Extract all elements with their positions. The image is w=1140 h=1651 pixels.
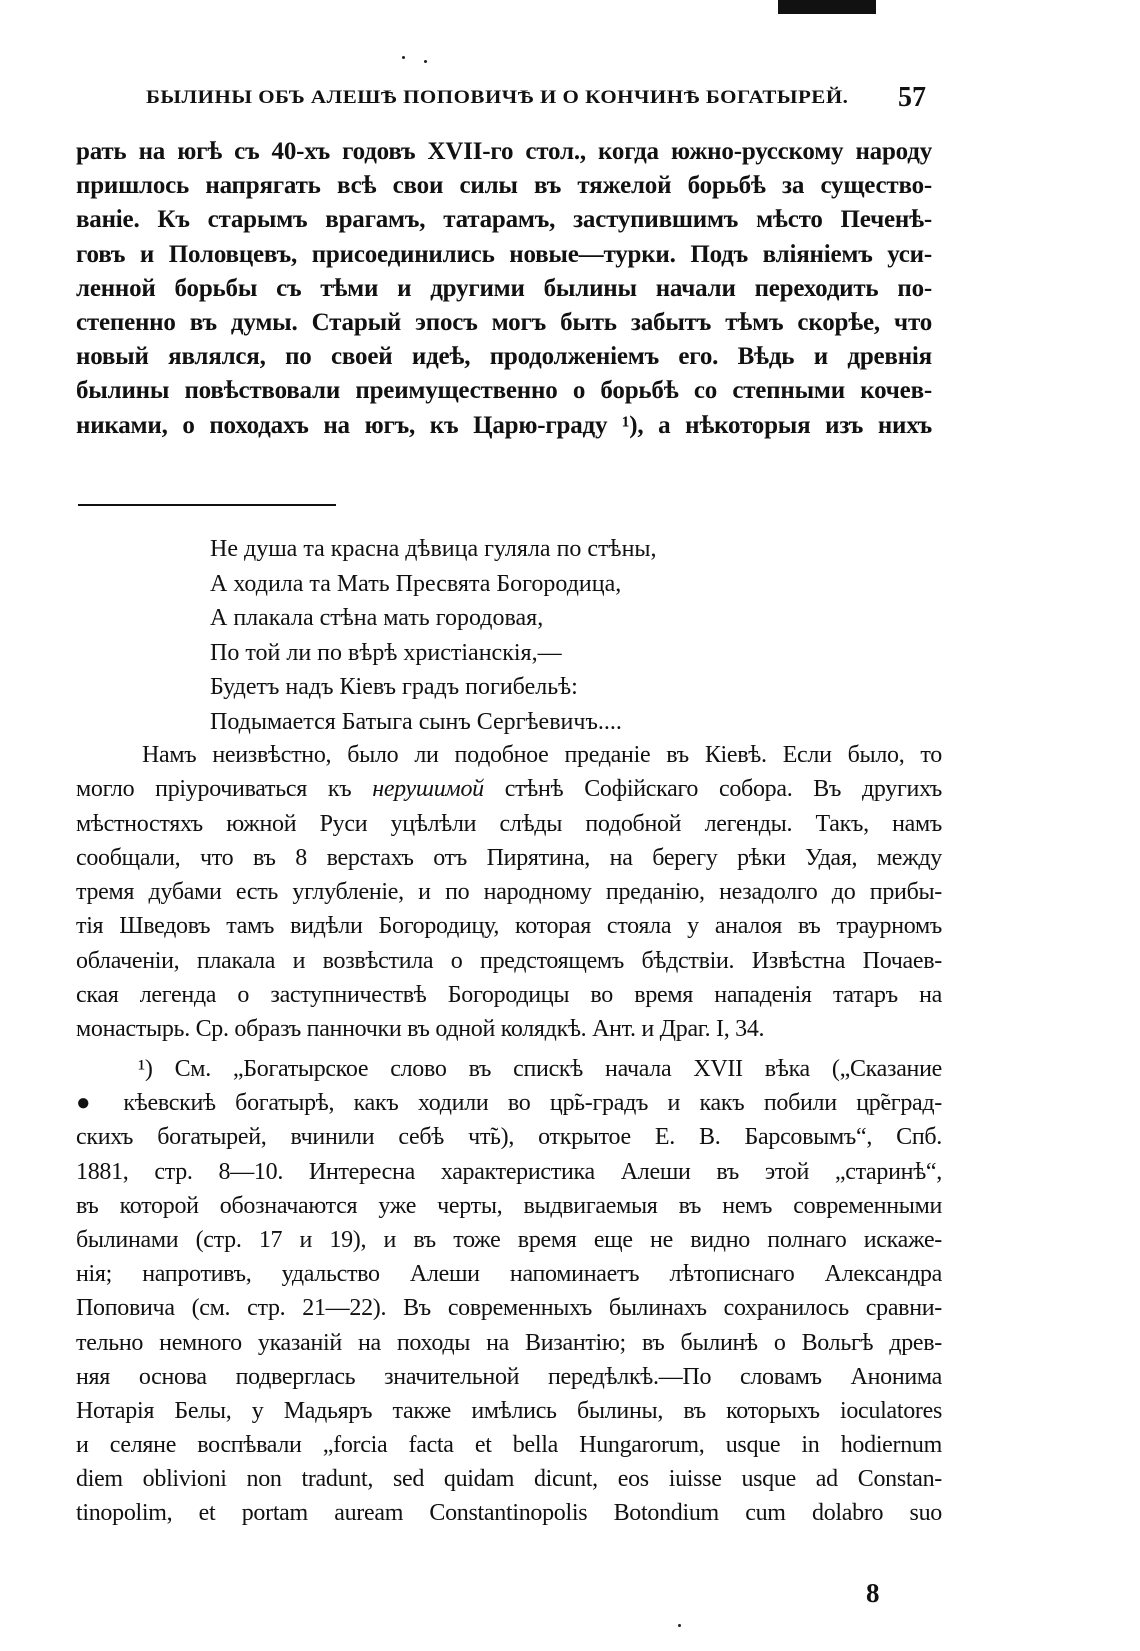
footnote-1-line: Нотарія Белы, у Мадьяръ также имѣлись былины, въ которыхъ ioculatores	[76, 1397, 942, 1424]
footnote-1-line: ● кѣевскиѣ богатырѣ, какъ ходили во цр̃ь-градъ и какъ побили цр̃еград-	[76, 1090, 942, 1117]
footnote-line: монастырь. Ср. образъ панночки въ одной колядкѣ. Ант. и Драг. I, 34.	[76, 1016, 765, 1043]
verse-line: А ходила та Мать Пресвята Богородица,	[210, 570, 622, 597]
print-speck	[402, 56, 405, 59]
verse-block	[210, 532, 910, 739]
footnote-1-line: и селяне воспѣвали „forcia facta et bella Hungarorum, usque in hodiernum	[76, 1432, 942, 1459]
verse-line: Не душа та красна дѣвица гуляла по стѣны,	[210, 536, 657, 562]
footnote-separator-rule	[78, 504, 336, 506]
italic-term: нерушимой	[372, 776, 484, 803]
main-line: никами, о походахъ на югъ, къ Царю-граду ¹), а нѣкоторыя изъ нихъ	[76, 411, 932, 439]
main-line: говъ и Половцевъ, присоединились новые—турки. Подъ вліяніемъ уси-	[76, 240, 932, 268]
verse-line: Будетъ надъ Кіевъ градъ погибельѣ:	[210, 674, 578, 700]
footnote-1-line: нія; напротивъ, удальство Алеши напоминаетъ лѣтописнаго Александра	[76, 1261, 942, 1288]
footnote-1-line: скихъ богатырей, вчинили себѣ чт̃ь), открытое Е. В. Барсовымъ“, Спб.	[76, 1124, 942, 1151]
top-edge-mark	[778, 0, 876, 14]
footnote-1-line: няя основа подверглась значительной передѣлкѣ.—По словамъ Анонима	[76, 1363, 942, 1390]
print-speck	[424, 60, 427, 63]
main-line: былины повѣствовали преимущественно о борьбѣ со степными кочев-	[76, 377, 932, 405]
footnote-line: мѣстностяхъ южной Руси уцѣлѣли слѣды подобной легенды. Такъ, намъ	[76, 810, 942, 837]
footnote-1-line: diem oblivioni non tradunt, sed quidam dicunt, eos iuisse usque ad Constan-	[76, 1466, 942, 1493]
running-head	[146, 82, 926, 120]
verse-line: А плакала стѣна мать городовая,	[210, 605, 544, 631]
verse-line: По той ли по вѣрѣ христіанскія,—	[210, 639, 562, 666]
footnote-line: облаченіи, плакала и возвѣстила о предстоящемъ бѣдствіи. Извѣстна Почаев-	[76, 947, 942, 974]
footnote-line: Намъ неизвѣстно, было ли подобное преданіе въ Кіевѣ. Если было, то	[142, 742, 942, 768]
footnote-1-line: Поповича (см. стр. 21—22). Въ современныхъ былинахъ сохранилось сравни-	[76, 1295, 942, 1322]
footnote-1-line: въ которой обозначаются уже черты, выдвигаемыя въ немъ современными	[76, 1192, 942, 1219]
footnote-1-line: ¹) См. „Богатырское слово въ спискѣ начала XVII вѣка („Сказание	[138, 1056, 942, 1082]
main-line: ленной борьбы съ тѣми и другими былины начали переходить по-	[76, 274, 932, 302]
footnote-1-line: tinopolim, et portam auream Constantinopolis Botondium cum dolabro suo	[76, 1500, 942, 1527]
print-speck	[678, 1624, 681, 1627]
footnote-prose	[76, 738, 942, 1047]
footnote-1	[76, 1052, 942, 1531]
main-text	[76, 135, 932, 443]
signature-mark: 8	[866, 1578, 880, 1608]
main-line: ваніе. Къ старымъ врагамъ, татарамъ, заступившимъ мѣсто Печенѣ-	[76, 206, 932, 234]
main-line: пришлось напрягать всѣ свои силы въ тяжелой борьбѣ за существо-	[76, 172, 932, 200]
footnote-line: тія Шведовъ тамъ видѣли Богородицу, которая стояла у аналоя въ траурномъ	[76, 913, 942, 940]
footnote-line: тремя дубами есть углубленіе, и по народному преданію, незадолго до прибы-	[76, 879, 942, 906]
footnote-1-line: 1881, стр. 8—10. Интересна характеристика Алеши въ этой „старинѣ“,	[76, 1158, 942, 1185]
footnote-line: сообщали, что въ 8 верстахъ отъ Пирятина, на берегу рѣки Удая, между	[76, 844, 942, 871]
main-line: рать на югѣ съ 40-хъ годовъ XVII-го стол., когда южно-русскому народу	[76, 138, 932, 165]
footnote-1-line: былинами (стр. 17 и 19), и въ тоже время еще не видно полнаго искаже-	[76, 1226, 942, 1253]
main-line: новый являлся, по своей идеѣ, продолженіемъ его. Вѣдь и древнія	[76, 343, 932, 371]
verse-line: Подымается Батыга сынъ Сергѣевичъ....	[210, 708, 622, 735]
page-number: 57	[898, 82, 926, 113]
footnote-line: ская легенда о заступничествѣ Богородицы во время нападенія татаръ на	[76, 982, 942, 1009]
footnote-1-line: тельно немного указаній на походы на Византію; въ былинѣ о Вольгѣ древ-	[76, 1329, 942, 1356]
running-head-title: БЫЛИНЫ ОБЪ АЛЕШѢ ПОПОВИЧѢ И О КОНЧИНѢ БОГАТЫРЕЙ.	[146, 86, 849, 108]
footnote-line: могло пріурочиваться къ нерушимой стѣнѣ Софійскаго собора. Въ другихъ	[76, 776, 942, 803]
main-line: степенно въ думы. Старый эпосъ могъ быть забытъ тѣмъ скорѣе, что	[76, 308, 932, 336]
